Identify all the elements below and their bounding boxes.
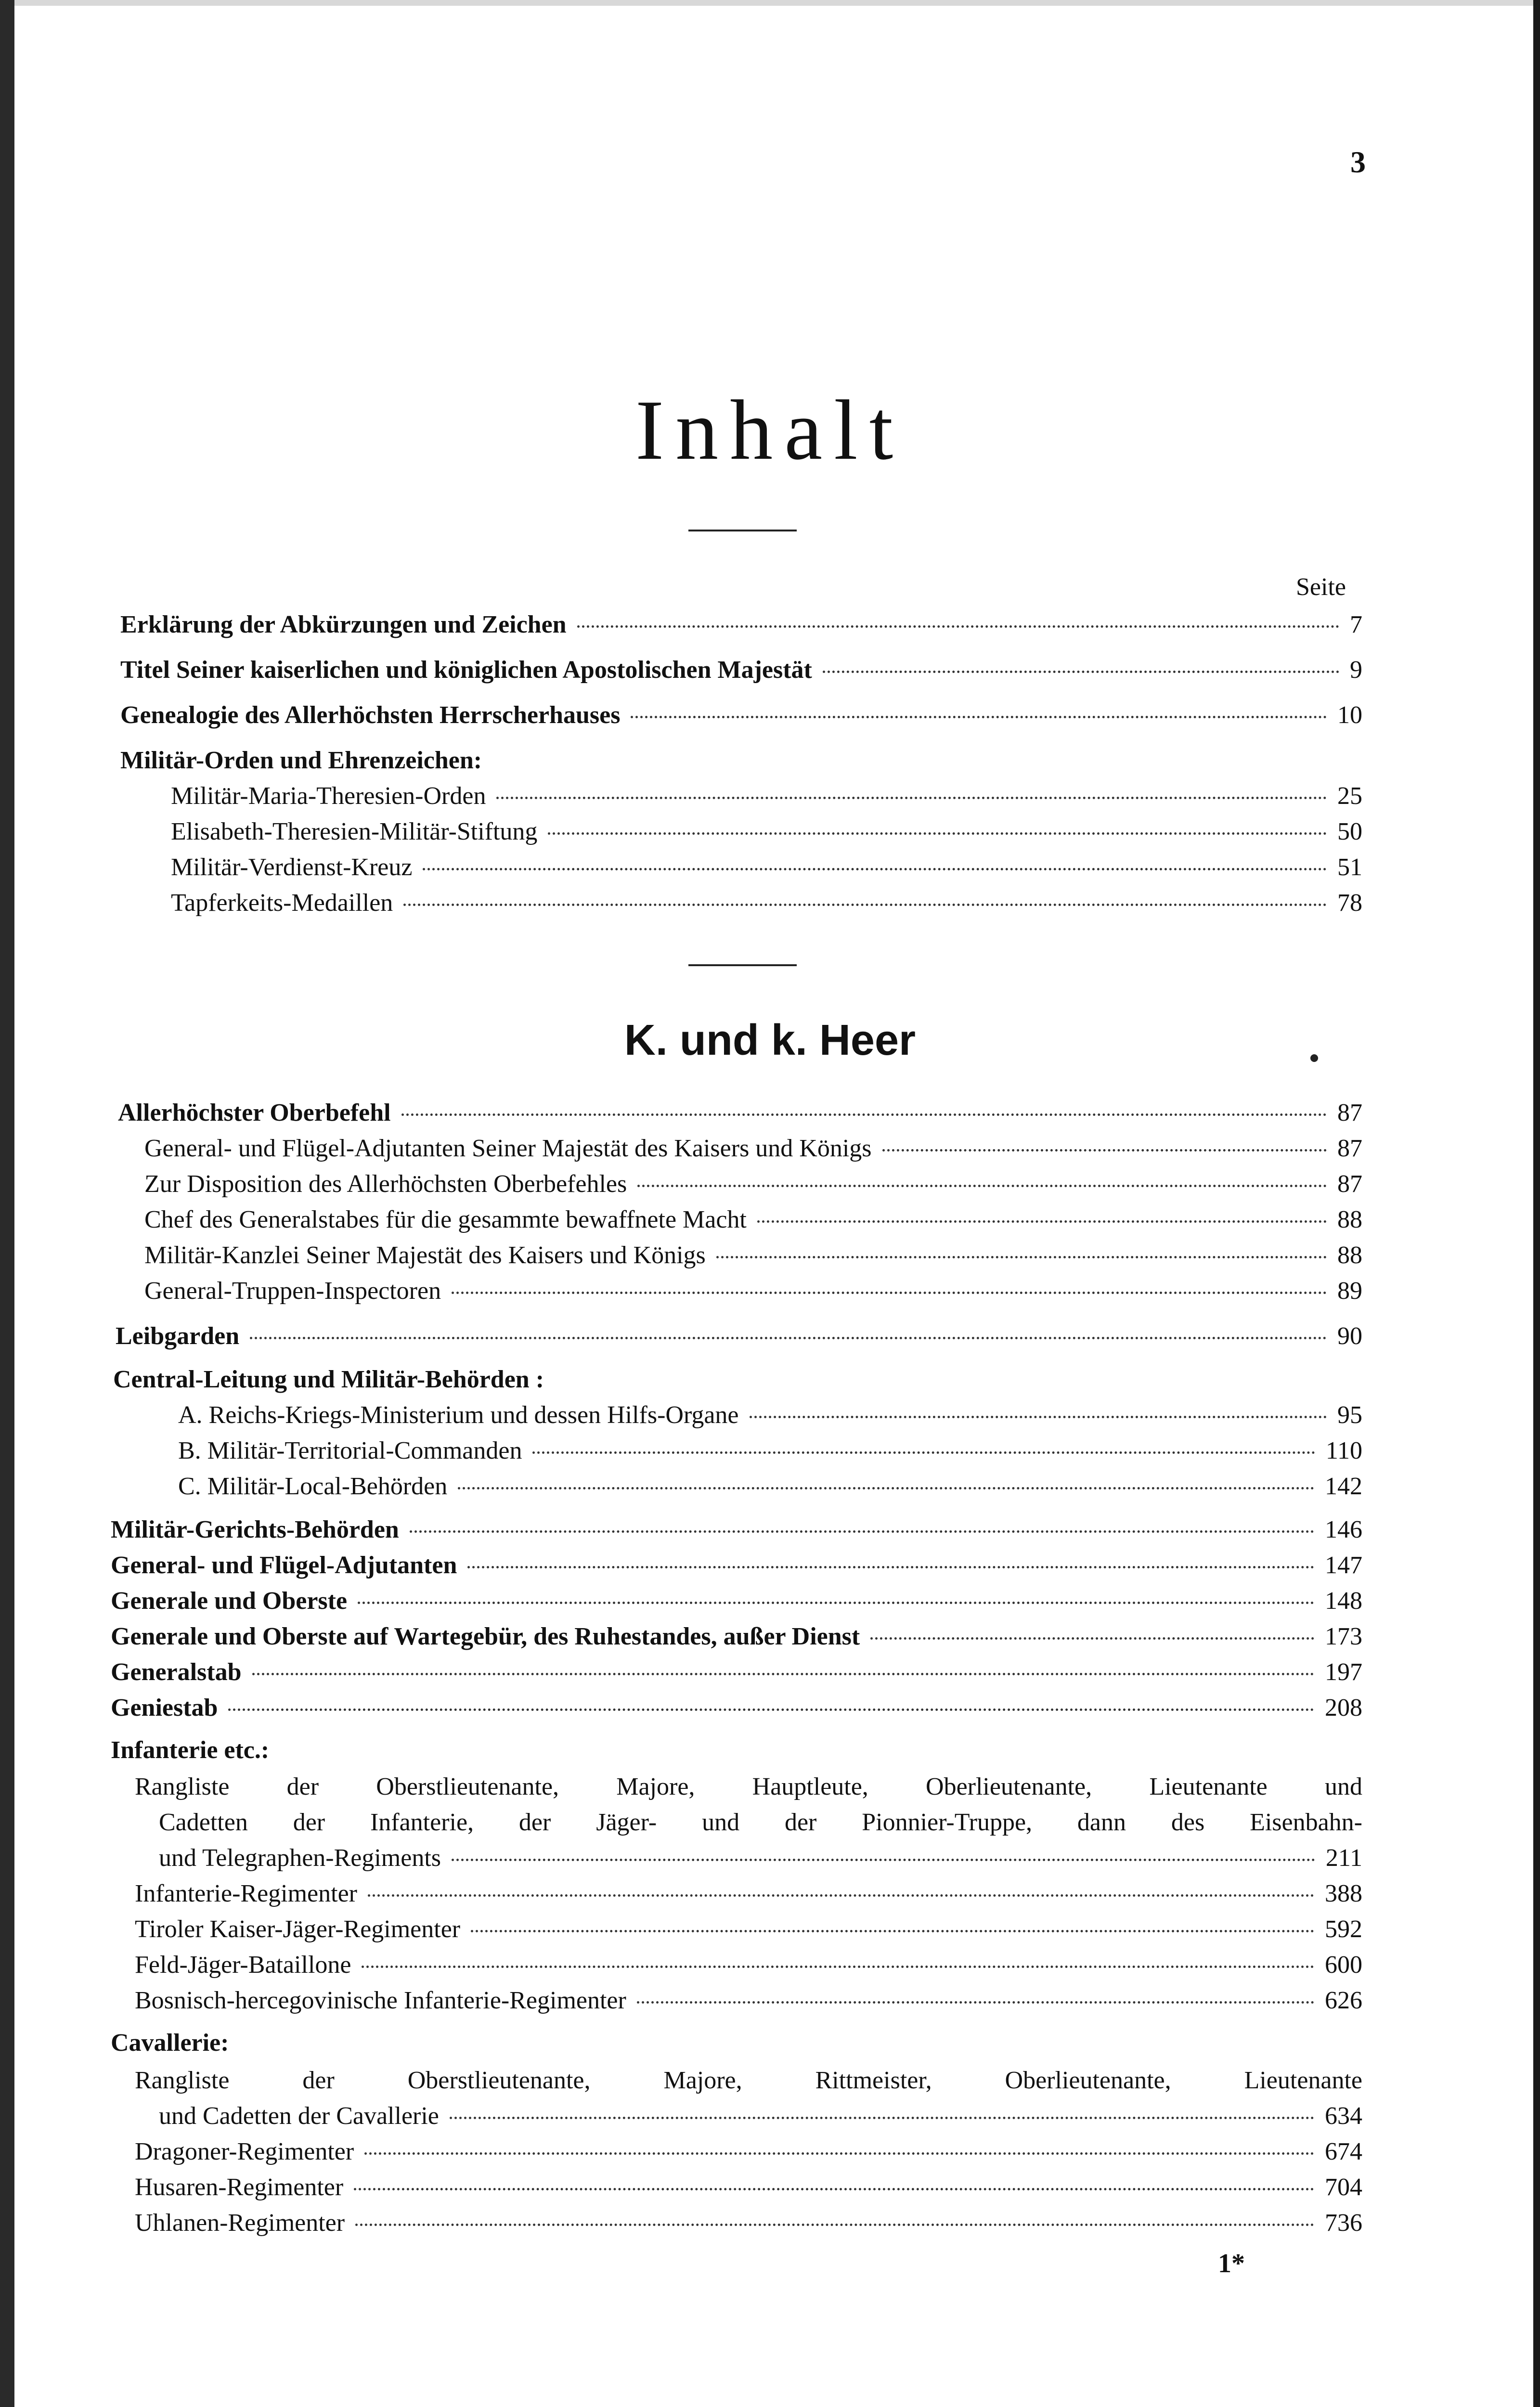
dot-leader bbox=[354, 2188, 1314, 2190]
toc-entry[interactable] bbox=[171, 852, 1362, 883]
toc-entry[interactable] bbox=[111, 1621, 1362, 1652]
toc-entry[interactable] bbox=[120, 609, 1362, 640]
toc-entry-label: Titel Seiner kaiserlichen und königlichen Apostolischen Majestät bbox=[120, 656, 812, 684]
toc-entry-label: B. Militär-Territorial-Commanden bbox=[178, 1437, 522, 1464]
toc-entry[interactable] bbox=[159, 2101, 1362, 2132]
toc-entry[interactable] bbox=[135, 1914, 1362, 1945]
scan-edge-right bbox=[1533, 0, 1540, 2407]
toc-entry[interactable] bbox=[144, 1204, 1362, 1235]
toc-entry-page: 51 bbox=[1337, 854, 1362, 881]
toc-entry-page: 50 bbox=[1337, 818, 1362, 845]
dot-leader bbox=[423, 868, 1327, 870]
toc-entry-page: 208 bbox=[1325, 1694, 1362, 1721]
toc-entry[interactable] bbox=[171, 816, 1362, 847]
page-number: 3 bbox=[1350, 145, 1366, 179]
toc-entry-label: Chef des Generalstabes für die gesammte bewaffnete Macht bbox=[144, 1206, 747, 1233]
cavallerie-heading: Cavallerie: bbox=[111, 2029, 229, 2057]
toc-entry-page: 142 bbox=[1325, 1473, 1362, 1500]
toc-entry-label: Geniestab bbox=[111, 1694, 218, 1721]
toc-entry-page: 25 bbox=[1337, 782, 1362, 810]
page-title: Inhalt bbox=[635, 382, 905, 478]
toc-entry[interactable] bbox=[111, 1550, 1362, 1581]
toc-entry[interactable] bbox=[144, 1276, 1362, 1307]
dot-leader bbox=[450, 2117, 1314, 2119]
toc-entry-label: Militär-Verdienst-Kreuz bbox=[171, 854, 413, 881]
toc-entry-page: 7 bbox=[1350, 611, 1362, 638]
toc-entry-page: 78 bbox=[1337, 889, 1362, 917]
toc-entry-page: 87 bbox=[1337, 1170, 1362, 1198]
dot-leader bbox=[452, 1859, 1315, 1861]
toc-entry-label: Generale und Oberste bbox=[111, 1587, 348, 1615]
toc-entry-page: 674 bbox=[1325, 2138, 1362, 2165]
toc-entry-label: Uhlanen-Regimenter bbox=[135, 2209, 345, 2237]
scan-edge-left bbox=[0, 0, 14, 2407]
dot-leader bbox=[355, 2224, 1314, 2226]
dot-leader bbox=[631, 716, 1327, 718]
dot-leader bbox=[228, 1708, 1314, 1711]
toc-entry-label: Zur Disposition des Allerhöchsten Oberbefehles bbox=[144, 1170, 627, 1198]
toc-entry-label: Dragoner-Regimenter bbox=[135, 2138, 354, 2165]
toc-entry[interactable] bbox=[135, 2208, 1362, 2239]
toc-entry-label: Husaren-Regimenter bbox=[135, 2174, 344, 2201]
toc-entry-label: Generale und Oberste auf Wartegebür, des Ruhestandes, außer Dienst bbox=[111, 1623, 860, 1650]
toc-entry-label: Bosnisch-hercegovinische Infanterie-Regimenter bbox=[135, 1987, 626, 2014]
central-heading: Central-Leitung und Militär-Behörden : bbox=[113, 1366, 544, 1393]
dot-leader bbox=[757, 1220, 1327, 1223]
toc-entry-label: Erklärung der Abkürzungen und Zeichen bbox=[120, 611, 567, 638]
dot-leader bbox=[362, 1966, 1314, 1968]
dot-leader bbox=[364, 2152, 1314, 2155]
toc-entry-label: und Cadetten der Cavallerie bbox=[159, 2102, 439, 2130]
toc-entry[interactable] bbox=[135, 2172, 1362, 2203]
infanterie-rangliste-line: Cadetten der Infanterie, der Jäger- und der Pionnier-Truppe, dann des Eisenbahn- bbox=[159, 1809, 1362, 1836]
toc-entry-page: 95 bbox=[1337, 1401, 1362, 1429]
dot-leader bbox=[358, 1602, 1314, 1604]
dot-leader bbox=[368, 1894, 1314, 1897]
dot-leader bbox=[870, 1637, 1314, 1640]
toc-entry[interactable] bbox=[144, 1169, 1362, 1200]
dot-leader bbox=[250, 1337, 1327, 1339]
toc-entry-page: 704 bbox=[1325, 2174, 1362, 2201]
toc-entry[interactable] bbox=[111, 1657, 1362, 1688]
print-mark bbox=[1310, 1054, 1318, 1062]
toc-entry[interactable] bbox=[144, 1133, 1362, 1164]
toc-entry[interactable] bbox=[135, 1985, 1362, 2016]
dot-leader bbox=[637, 1185, 1327, 1187]
dot-leader bbox=[882, 1149, 1327, 1152]
toc-entry-label: General- und Flügel-Adjutanten bbox=[111, 1552, 457, 1579]
dot-leader bbox=[401, 1113, 1327, 1116]
toc-entry-page: 87 bbox=[1337, 1099, 1362, 1126]
scan-edge-top bbox=[0, 0, 1540, 6]
toc-entry-page: 88 bbox=[1337, 1206, 1362, 1233]
toc-entry-page: 88 bbox=[1337, 1242, 1362, 1269]
toc-entry-label: Allerhöchster Oberbefehl bbox=[118, 1099, 391, 1126]
dot-leader bbox=[471, 1930, 1314, 1932]
toc-entry[interactable] bbox=[111, 1514, 1362, 1545]
toc-entry[interactable] bbox=[135, 1878, 1362, 1909]
infanterie-rangliste-line: Rangliste der Oberstlieutenante, Majore, Hauptleute, Oberlieutenante, Lieutenante und bbox=[135, 1773, 1362, 1800]
toc-entry[interactable] bbox=[171, 781, 1362, 812]
toc-entry-label: General-Truppen-Inspectoren bbox=[144, 1277, 441, 1305]
toc-entry-page: 147 bbox=[1325, 1552, 1362, 1579]
toc-entry-label: C. Militär-Local-Behörden bbox=[178, 1473, 448, 1500]
toc-entry-page: 388 bbox=[1325, 1880, 1362, 1907]
toc-entry[interactable] bbox=[171, 888, 1362, 919]
printer-signature: 1* bbox=[1218, 2249, 1245, 2278]
section-heading-heer: K. und k. Heer bbox=[624, 1016, 916, 1064]
toc-entry[interactable] bbox=[116, 1321, 1362, 1352]
toc-entry-label: Militär-Gerichts-Behörden bbox=[111, 1516, 399, 1543]
toc-entry-page: 9 bbox=[1350, 656, 1362, 684]
toc-entry-page: 89 bbox=[1337, 1277, 1362, 1305]
toc-entry-label: General- und Flügel-Adjutanten Seiner Majestät des Kaisers und Königs bbox=[144, 1135, 872, 1162]
dot-leader bbox=[548, 832, 1327, 835]
dot-leader bbox=[467, 1566, 1314, 1568]
seite-column-label: Seite bbox=[1296, 573, 1346, 601]
toc-entry[interactable] bbox=[135, 1950, 1362, 1980]
toc-entry-page: 90 bbox=[1337, 1322, 1362, 1350]
toc-entry-label: Leibgarden bbox=[116, 1322, 240, 1350]
toc-entry-page: 87 bbox=[1337, 1135, 1362, 1162]
dot-leader bbox=[496, 797, 1327, 799]
toc-entry-page: 197 bbox=[1325, 1658, 1362, 1686]
toc-entry-label: A. Reichs-Kriegs-Ministerium und dessen Hilfs-Organe bbox=[178, 1401, 739, 1429]
infanterie-heading: Infanterie etc.: bbox=[111, 1736, 270, 1764]
toc-entry-page: 110 bbox=[1325, 1437, 1362, 1464]
toc-entry[interactable] bbox=[111, 1693, 1362, 1723]
dot-leader bbox=[458, 1487, 1314, 1489]
dot-leader bbox=[403, 904, 1327, 906]
toc-entry[interactable] bbox=[111, 1586, 1362, 1617]
toc-entry-label: Militär-Maria-Theresien-Orden bbox=[171, 782, 486, 810]
toc-entry-label: und Telegraphen-Regiments bbox=[159, 1844, 441, 1872]
cavallerie-rangliste-line: Rangliste der Oberstlieutenante, Majore, Rittmeister, Oberlieutenante, Lieutenante bbox=[135, 2067, 1362, 2094]
toc-entry[interactable] bbox=[135, 2136, 1362, 2167]
toc-entry-page: 10 bbox=[1337, 701, 1362, 729]
toc-entry-label: Tapferkeits-Medaillen bbox=[171, 889, 393, 917]
toc-entry[interactable] bbox=[120, 655, 1362, 686]
dot-leader bbox=[532, 1451, 1315, 1454]
dot-leader bbox=[577, 625, 1339, 628]
toc-entry[interactable] bbox=[159, 1843, 1362, 1874]
title-divider bbox=[688, 530, 797, 531]
toc-entry-page: 634 bbox=[1325, 2102, 1362, 2130]
toc-entry[interactable] bbox=[178, 1471, 1362, 1502]
toc-entry-page: 148 bbox=[1325, 1587, 1362, 1615]
toc-entry-page: 211 bbox=[1325, 1844, 1362, 1872]
dot-leader bbox=[410, 1530, 1314, 1533]
toc-entry-label: Militär-Kanzlei Seiner Majestät des Kaisers und Königs bbox=[144, 1242, 706, 1269]
dot-leader bbox=[452, 1292, 1327, 1294]
section-divider bbox=[688, 964, 797, 966]
toc-entry-page: 626 bbox=[1325, 1987, 1362, 2014]
toc-entry[interactable] bbox=[120, 700, 1362, 731]
toc-entry-page: 736 bbox=[1325, 2209, 1362, 2237]
toc-entry-page: 592 bbox=[1325, 1915, 1362, 1943]
dot-leader bbox=[750, 1416, 1327, 1418]
dot-leader bbox=[716, 1256, 1327, 1258]
orden-heading: Militär-Orden und Ehrenzeichen: bbox=[120, 747, 482, 774]
toc-entry-label: Elisabeth-Theresien-Militär-Stiftung bbox=[171, 818, 538, 845]
toc-entry[interactable] bbox=[144, 1240, 1362, 1271]
toc-entry-label: Feld-Jäger-Bataillone bbox=[135, 1951, 351, 1979]
toc-entry-page: 173 bbox=[1325, 1623, 1362, 1650]
toc-entry-label: Tiroler Kaiser-Jäger-Regimenter bbox=[135, 1915, 461, 1943]
dot-leader bbox=[252, 1673, 1314, 1675]
dot-leader bbox=[823, 671, 1339, 673]
toc-entry-page: 600 bbox=[1325, 1951, 1362, 1979]
toc-entry-label: Genealogie des Allerhöchsten Herrscherhauses bbox=[120, 701, 621, 729]
toc-entry[interactable] bbox=[178, 1436, 1362, 1466]
toc-entry-label: Generalstab bbox=[111, 1658, 242, 1686]
toc-entry[interactable] bbox=[118, 1098, 1362, 1128]
toc-entry-page: 146 bbox=[1325, 1516, 1362, 1543]
dot-leader bbox=[637, 2001, 1314, 2004]
toc-entry-label: Infanterie-Regimenter bbox=[135, 1880, 357, 1907]
toc-entry[interactable] bbox=[178, 1400, 1362, 1431]
